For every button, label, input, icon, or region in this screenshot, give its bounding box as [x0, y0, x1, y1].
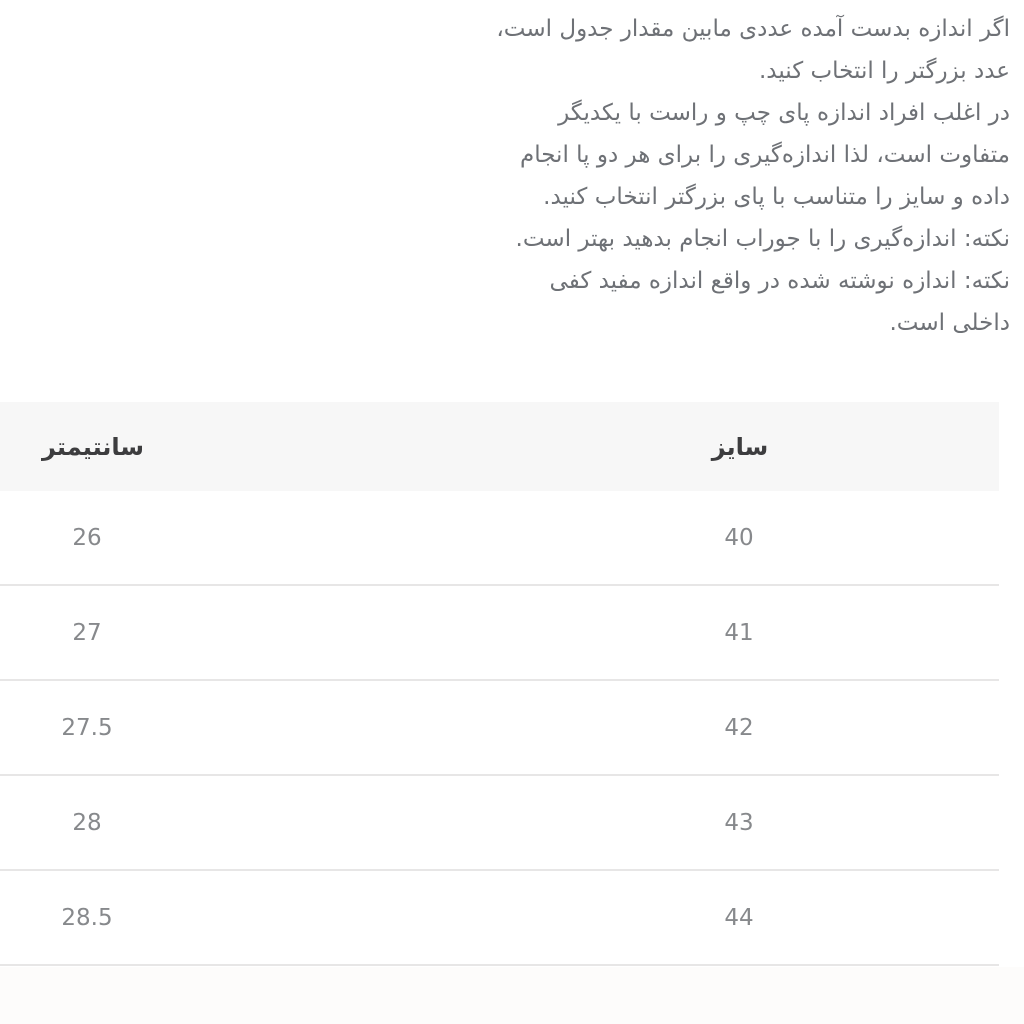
- cell-centimeter: 27.5: [61, 714, 113, 741]
- column-header-centimeter: سانتیمتر: [41, 432, 145, 461]
- cell-size: 40: [724, 524, 754, 551]
- cell-centimeter: 28: [72, 809, 102, 836]
- column-header-size: سایز: [711, 432, 769, 461]
- guide-line: عدد بزرگتر را انتخاب کنید.: [758, 58, 1010, 84]
- guide-line: داده و سایز را متناسب با پای بزرگتر انتخاب کنید.: [543, 184, 1010, 210]
- cell-centimeter: 27: [72, 619, 102, 646]
- table-row: [0, 681, 999, 776]
- guide-line: نکته: اندازه‌گیری را با جوراب انجام بدهید بهتر است.: [515, 226, 1010, 252]
- cell-centimeter: 26: [72, 524, 102, 551]
- table-header-row: [0, 402, 999, 491]
- table-row: [0, 776, 999, 871]
- table-row: [0, 491, 999, 586]
- guide-line: متفاوت است، لذا اندازه‌گیری را برای هر دو پا انجام: [519, 142, 1010, 168]
- sizing-guide-text: [180, 8, 1010, 344]
- cell-size: 43: [724, 809, 754, 836]
- cell-size: 44: [724, 904, 754, 931]
- guide-line: نکته: اندازه نوشته شده در واقع اندازه مفید کفی: [549, 268, 1010, 294]
- table-row: [0, 586, 999, 681]
- cell-size: 42: [724, 714, 754, 741]
- guide-line: داخلی است.: [889, 310, 1010, 336]
- cell-centimeter: 28.5: [61, 904, 113, 931]
- cell-size: 41: [724, 619, 754, 646]
- guide-line: در اغلب افراد اندازه پای چپ و راست با یکدیگر: [558, 100, 1010, 126]
- guide-line: اگر اندازه بدست آمده عددی مابین مقدار جدول است،: [496, 16, 1010, 42]
- section-divider-strip: [0, 967, 1024, 1024]
- size-conversion-table: [0, 402, 999, 966]
- table-row: [0, 871, 999, 966]
